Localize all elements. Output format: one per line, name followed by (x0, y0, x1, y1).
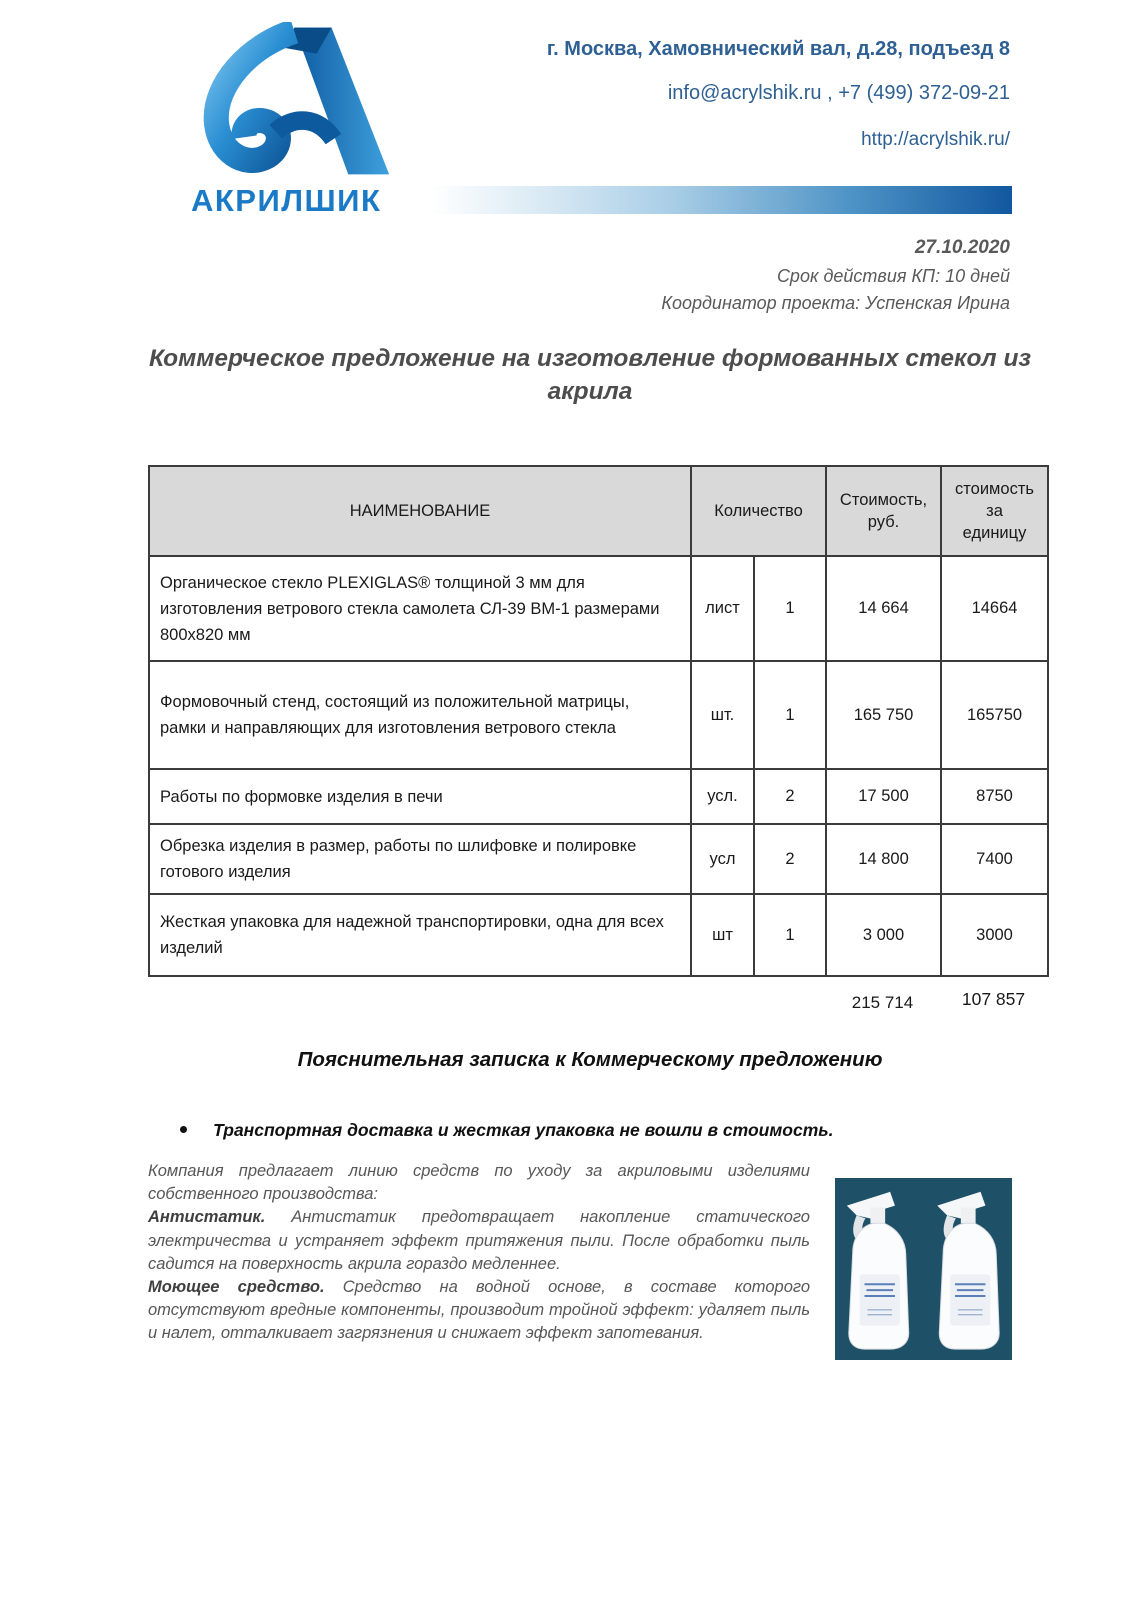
col-header-name: НАИМЕНОВАНИЕ (149, 466, 691, 556)
cost-cell: 14 664 (826, 556, 941, 661)
table-row (149, 824, 1048, 894)
unit-cell: шт (691, 894, 754, 976)
item-name-cell: Формовочный стенд, состоящий из положительной матрицы, рамки и направляющих для изготовления ветрового стекла (149, 661, 691, 769)
cost-cell: 165 750 (826, 661, 941, 769)
bullet-icon (180, 1126, 187, 1133)
contact-block (390, 38, 1010, 151)
cost-cell: 17 500 (826, 769, 941, 824)
table-row (149, 769, 1048, 824)
product-photo (835, 1178, 1012, 1360)
cost-cell: 3 000 (826, 894, 941, 976)
note-paragraph-2: Антистатик предотвращает накопление статического электричества и устраняет эффект притяжения пыли. После обработки пыль садится на поверхность акрила гораздо медленнее. (148, 1208, 810, 1273)
unit-cost-cell: 7400 (941, 824, 1048, 894)
unit-cell: лист (691, 556, 754, 661)
website-link[interactable]: http://acrylshik.ru/ (861, 129, 1010, 150)
unit-cost-cell: 8750 (941, 769, 1048, 824)
col-header-quantity: Количество (691, 466, 826, 556)
total-cost: 215 714 (851, 993, 914, 1012)
offer-coordinator: Координатор проекта: Успенская Ирина (661, 293, 1010, 313)
qty-cell: 1 (754, 661, 826, 769)
qty-cell: 2 (754, 824, 826, 894)
item-name-cell: Органическое стекло PLEXIGLAS® толщиной 3 мм для изготовления ветрового стекла самолета СЛ-39 ВМ-1 размерами 800х820 мм (149, 556, 691, 661)
table-row (149, 556, 1048, 661)
unit-cost-cell: 165750 (941, 661, 1048, 769)
note-bullet-item (180, 1120, 980, 1141)
totals-row (148, 989, 1047, 1023)
unit-cell: усл (691, 824, 754, 894)
col-header-unit-cost: стоимость за единицу (941, 466, 1048, 556)
unit-cell: шт. (691, 661, 754, 769)
unit-cell: усл. (691, 769, 754, 824)
note-heading: Пояснительная записка к Коммерческому предложению (297, 1048, 883, 1071)
cost-cell: 14 800 (826, 824, 941, 894)
unit-cost-cell: 14664 (941, 556, 1048, 661)
offer-validity: Срок действия КП: 10 дней (776, 266, 1010, 286)
note-body (148, 1160, 810, 1346)
logo-wordmark: АКРИЛШИК (191, 183, 382, 218)
table-row (149, 894, 1048, 976)
note-paragraph-1: Компания предлагает линию средств по уходу за акриловыми изделиями собственного производства: (148, 1162, 810, 1204)
header-gradient-divider (430, 186, 1012, 214)
note-lead-antistatic: Антистатик. (148, 1208, 266, 1227)
qty-cell: 1 (754, 894, 826, 976)
offer-meta (370, 237, 1010, 320)
company-address: г. Москва, Хамовнический вал, д.28, подъезд 8 (546, 38, 1010, 60)
total-unit-cost: 107 857 (961, 989, 1026, 1009)
offer-table (148, 465, 1047, 1023)
qty-cell: 1 (754, 556, 826, 661)
table-header-row (149, 466, 1048, 556)
offer-date: 27.10.2020 (914, 237, 1010, 258)
col-header-cost: Стоимость, руб. (826, 466, 941, 556)
qty-cell: 2 (754, 769, 826, 824)
acrylshik-logo-icon (190, 22, 395, 180)
item-name-cell: Обрезка изделия в размер, работы по шлифовке и полировке готового изделия (149, 824, 691, 894)
note-paragraph-3: Средство на водной основе, в составе которого отсутствуют вредные компоненты, производит тройной эффект: удаляет пыль и налет, отталкивает загрязнения и снижает эффект запотевания. (148, 1278, 810, 1343)
note-lead-cleaner: Моющее средство. (148, 1278, 325, 1297)
item-name-cell: Жесткая упаковка для надежной транспортировки, одна для всех изделий (149, 894, 691, 976)
unit-cost-cell: 3000 (941, 894, 1048, 976)
spray-bottle-icon (847, 1192, 909, 1349)
spray-bottle-icon (937, 1192, 999, 1349)
email-phone-link[interactable]: info@acrylshik.ru , +7 (499) 372-09-21 (667, 82, 1010, 104)
table-row (149, 661, 1048, 769)
bullet-text: Транспортная доставка и жесткая упаковка не вошли в стоимость. (213, 1120, 834, 1140)
document-title: Коммерческое предложение на изготовление формованных стекол из акрила (149, 345, 1031, 405)
item-name-cell: Работы по формовке изделия в печи (149, 769, 691, 824)
